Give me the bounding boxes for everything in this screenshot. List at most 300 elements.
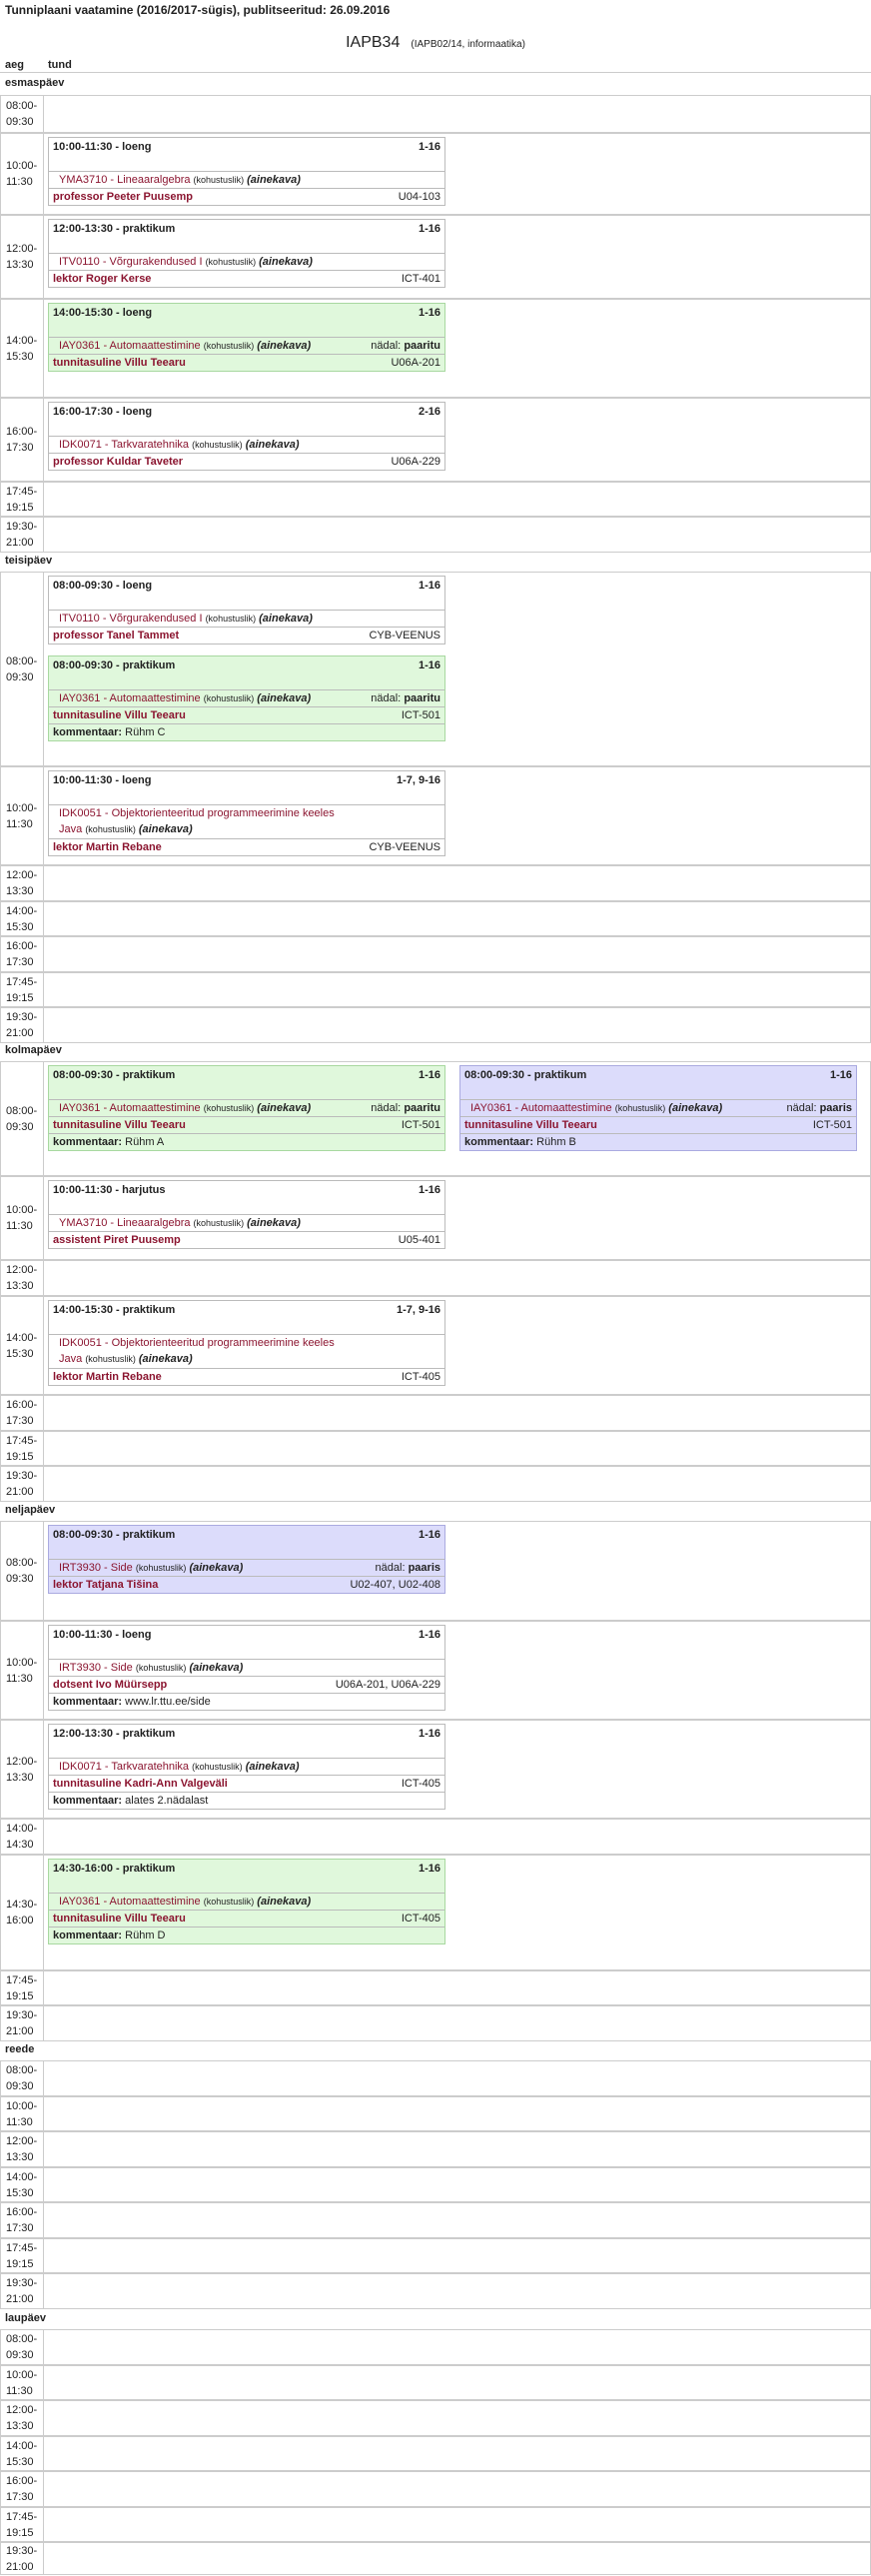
course-line xyxy=(49,436,444,453)
group-code: IAPB34 xyxy=(346,34,401,51)
lesson-header xyxy=(49,577,444,600)
day-label: esmaspäev xyxy=(5,77,65,89)
course-link[interactable] xyxy=(53,174,301,186)
room: ICT-405 xyxy=(401,1371,440,1383)
room: ICT-401 xyxy=(401,273,440,285)
time-slot-label: 14:00- 15:30 xyxy=(6,904,38,933)
course-kohustuslik: (kohustuslik) xyxy=(192,440,243,450)
lesson-card xyxy=(48,1180,445,1249)
time-row xyxy=(0,2238,871,2273)
time-row xyxy=(0,1466,871,1502)
time-slot-label: 10:00- 11:30 xyxy=(6,801,38,830)
day-label: neljapäev xyxy=(5,1504,56,1516)
lesson-time-type: 10:00-11:30 - loeng xyxy=(53,774,152,786)
week-type xyxy=(376,1561,440,1576)
lesson-header xyxy=(49,220,444,243)
course-name[interactable]: IAY0361 - Automaattestimine xyxy=(59,340,201,352)
lesson-spacer xyxy=(49,679,444,689)
time-slot xyxy=(1,2203,44,2237)
time-row xyxy=(0,1260,871,1296)
comment-value: Rühm C xyxy=(125,726,166,738)
time-slot xyxy=(1,1820,44,1854)
time-slot-label: 10:00- 11:30 xyxy=(6,2368,38,2397)
teacher-link[interactable]: tunnitasuline Villu Teearu xyxy=(53,1119,186,1131)
course-name-cont[interactable]: Java xyxy=(59,1353,83,1365)
course-line xyxy=(49,1214,444,1231)
comment-value: Rühm A xyxy=(125,1136,165,1148)
course-kohustuslik: (kohustuslik) xyxy=(203,1103,255,1113)
time-slot xyxy=(1,2006,44,2040)
course-link[interactable] xyxy=(53,1102,311,1114)
time-slot xyxy=(1,1721,44,1818)
teacher-line xyxy=(49,453,444,470)
time-slot-label: 17:45- 19:15 xyxy=(6,2510,38,2539)
time-slot xyxy=(1,1467,44,1501)
teacher-link[interactable]: professor Tanel Tammet xyxy=(53,630,180,642)
time-slot xyxy=(1,1062,44,1175)
room: U02-407, U02-408 xyxy=(350,1579,440,1591)
time-row xyxy=(0,2060,871,2096)
header-divider xyxy=(0,72,871,73)
time-slot-label: 16:00- 17:30 xyxy=(6,940,38,968)
time-slot xyxy=(1,2132,44,2166)
time-slot xyxy=(1,2274,44,2308)
teacher-line xyxy=(49,270,444,287)
day-label: reede xyxy=(5,2043,35,2055)
time-slot-label: 17:45- 19:15 xyxy=(6,975,38,1004)
course-line xyxy=(49,1758,444,1775)
teacher-link[interactable]: professor Kuldar Taveter xyxy=(53,456,184,468)
lesson-spacer xyxy=(49,426,444,436)
time-slot xyxy=(1,483,44,516)
week-type xyxy=(371,339,440,354)
course-kohustuslik: (kohustuslik) xyxy=(614,1103,666,1113)
time-slot xyxy=(1,1522,44,1620)
teacher-link[interactable]: assistent Piret Puusemp xyxy=(53,1234,181,1246)
course-name[interactable]: YMA3710 - Lineaaralgebra xyxy=(59,174,191,186)
ainekava-link[interactable]: (ainekava) xyxy=(138,1353,193,1365)
course-name[interactable]: ITV0110 - Võrgurakendused I xyxy=(59,256,203,268)
time-slot-label: 12:00- 13:30 xyxy=(6,1264,38,1292)
lesson-weeks: 1-16 xyxy=(418,1629,440,1641)
lesson-card xyxy=(48,1625,445,1711)
room: ICT-501 xyxy=(401,709,440,721)
ainekava-link[interactable]: (ainekava) xyxy=(138,823,193,835)
lesson-time-type: 12:00-13:30 - praktikum xyxy=(53,223,176,235)
lesson-card xyxy=(48,402,445,471)
time-row xyxy=(0,2167,871,2202)
lesson-header xyxy=(49,403,444,426)
course-line xyxy=(460,1099,856,1116)
teacher-link[interactable]: lektor Martin Rebane xyxy=(53,1371,162,1383)
time-slot-label: 14:00- 15:30 xyxy=(6,334,38,363)
lesson-card xyxy=(48,219,445,288)
lesson-card xyxy=(48,655,445,741)
ainekava-link[interactable]: (ainekava) xyxy=(247,1217,301,1229)
lesson-spacer xyxy=(49,1204,444,1214)
time-slot-label: 08:00- 09:30 xyxy=(6,1557,38,1585)
lesson-time-type: 12:00-13:30 - praktikum xyxy=(53,1728,176,1740)
course-line-2 xyxy=(49,821,444,838)
week-type xyxy=(371,1101,440,1116)
time-slot xyxy=(1,2437,44,2470)
lesson-weeks: 1-16 xyxy=(418,1184,440,1196)
time-slot-label: 10:00- 11:30 xyxy=(6,2099,38,2128)
ainekava-link[interactable]: (ainekava) xyxy=(257,340,312,352)
course-name[interactable]: IAY0361 - Automaattestimine xyxy=(59,1102,201,1114)
week-type-label: nädal: xyxy=(375,1562,406,1574)
week-type-value: paaris xyxy=(408,1562,440,1574)
lesson-time-type: 08:00-09:30 - praktikum xyxy=(53,659,176,671)
lesson-weeks: 1-16 xyxy=(418,307,440,319)
time-slot-label: 14:00- 14:30 xyxy=(6,1823,38,1851)
course-kohustuslik: (kohustuslik) xyxy=(203,341,255,351)
column-header-lesson: tund xyxy=(48,59,72,71)
teacher-line xyxy=(49,188,444,205)
group-title xyxy=(0,34,871,52)
course-line xyxy=(49,171,444,188)
lesson-header xyxy=(49,1725,444,1748)
ainekava-link[interactable]: (ainekava) xyxy=(257,1896,312,1908)
ainekava-link[interactable]: (ainekava) xyxy=(189,1662,244,1674)
time-slot xyxy=(1,399,44,481)
room: ICT-405 xyxy=(401,1778,440,1790)
week-type-value: paaritu xyxy=(404,692,440,704)
time-row xyxy=(0,2436,871,2471)
course-link[interactable] xyxy=(53,439,300,451)
course-name[interactable]: YMA3710 - Lineaaralgebra xyxy=(59,1217,191,1229)
course-line xyxy=(49,1559,444,1576)
course-kohustuslik: (kohustuslik) xyxy=(85,824,136,834)
teacher-line xyxy=(460,1116,856,1133)
room: U05-401 xyxy=(398,1234,440,1246)
room: U06A-201 xyxy=(391,357,440,369)
lesson-spacer xyxy=(49,1883,444,1893)
course-kohustuslik: (kohustuslik) xyxy=(135,1663,187,1673)
group-info: (IAPB02/14, informaatika) xyxy=(411,39,525,50)
course-name[interactable]: IAY0361 - Automaattestimine xyxy=(470,1102,612,1114)
lesson-card xyxy=(48,1724,445,1810)
ainekava-link[interactable]: (ainekava) xyxy=(245,1761,300,1773)
lesson-header xyxy=(49,304,444,327)
lesson-spacer xyxy=(49,1549,444,1559)
room: ICT-405 xyxy=(401,1913,440,1925)
time-slot xyxy=(1,1432,44,1465)
lesson-time-type: 16:00-17:30 - loeng xyxy=(53,406,153,418)
time-slot xyxy=(1,767,44,864)
week-type xyxy=(787,1101,852,1116)
course-kohustuslik: (kohustuslik) xyxy=(205,614,257,624)
lesson-time-type: 10:00-11:30 - loeng xyxy=(53,1629,152,1641)
comment-label: kommentaar: xyxy=(53,1696,123,1708)
teacher-line xyxy=(49,838,444,855)
course-link[interactable] xyxy=(53,1761,300,1773)
lesson-header xyxy=(49,138,444,161)
teacher-link[interactable]: lektor Roger Kerse xyxy=(53,273,152,285)
time-slot xyxy=(1,1297,44,1394)
course-name[interactable]: IDK0051 - Objektorienteeritud programmeerimine keeles xyxy=(59,1337,335,1349)
ainekava-link[interactable]: (ainekava) xyxy=(245,439,300,451)
lesson-weeks: 1-16 xyxy=(418,1728,440,1740)
comment-value: www.lr.ttu.ee/side xyxy=(125,1696,211,1708)
teacher-link[interactable]: dotsent Ivo Müürsepp xyxy=(53,1679,168,1691)
course-kohustuslik: (kohustuslik) xyxy=(193,175,245,185)
lesson-weeks: 1-16 xyxy=(829,1069,852,1081)
lesson-header xyxy=(49,1526,444,1549)
lesson-time-type: 14:30-16:00 - praktikum xyxy=(53,1863,176,1875)
time-slot-label: 19:30- 21:00 xyxy=(6,2009,38,2037)
teacher-line xyxy=(49,1231,444,1248)
lesson-time-type: 10:00-11:30 - harjutus xyxy=(53,1184,166,1196)
course-name[interactable]: IAY0361 - Automaattestimine xyxy=(59,1896,201,1908)
time-slot-label: 17:45- 19:15 xyxy=(6,485,38,514)
time-row xyxy=(0,901,871,936)
time-slot xyxy=(1,2330,44,2364)
time-slot-label: 14:00- 15:30 xyxy=(6,2170,38,2199)
time-slot xyxy=(1,1008,44,1042)
teacher-link[interactable]: lektor Tatjana Tišina xyxy=(53,1579,159,1591)
time-row xyxy=(0,972,871,1007)
time-slot-label: 12:00- 13:30 xyxy=(6,2404,38,2432)
lesson-weeks: 1-16 xyxy=(418,1863,440,1875)
ainekava-link[interactable]: (ainekava) xyxy=(668,1102,723,1114)
day-label: laupäev xyxy=(5,2312,46,2324)
course-line xyxy=(49,804,444,821)
course-name[interactable]: IDK0051 - Objektorienteeritud programmeerimine keeles xyxy=(59,807,335,819)
time-row xyxy=(0,2329,871,2365)
time-slot-label: 14:00- 15:30 xyxy=(6,1331,38,1360)
time-row xyxy=(0,936,871,972)
course-line-2 xyxy=(49,1351,444,1368)
lesson-spacer xyxy=(49,327,444,337)
lesson-spacer xyxy=(49,600,444,610)
lesson-card xyxy=(48,303,445,372)
time-slot-label: 08:00- 09:30 xyxy=(6,1104,38,1133)
course-link[interactable] xyxy=(53,1662,243,1674)
time-slot-label: 16:00- 17:30 xyxy=(6,2206,38,2234)
time-row xyxy=(0,1007,871,1043)
time-slot-label: 16:00- 17:30 xyxy=(6,426,38,454)
course-kohustuslik: (kohustuslik) xyxy=(85,1354,136,1364)
course-name-cont[interactable]: Java xyxy=(59,823,83,835)
lesson-weeks: 1-16 xyxy=(418,1069,440,1081)
course-line xyxy=(49,1099,444,1116)
course-link[interactable] xyxy=(53,1896,311,1908)
time-slot xyxy=(1,300,44,397)
time-slot xyxy=(1,2508,44,2541)
course-link[interactable] xyxy=(53,823,193,835)
ainekava-link[interactable]: (ainekava) xyxy=(257,1102,312,1114)
course-link[interactable] xyxy=(53,807,335,819)
comment-label: kommentaar: xyxy=(53,1795,123,1807)
time-slot xyxy=(1,2097,44,2130)
time-slot xyxy=(1,2401,44,2435)
teacher-link[interactable]: professor Peeter Puusemp xyxy=(53,191,193,203)
week-type-label: nädal: xyxy=(371,340,402,352)
comment-line xyxy=(49,1927,444,1943)
course-name[interactable]: ITV0110 - Võrgurakendused I xyxy=(59,613,203,625)
time-slot-label: 10:00- 11:30 xyxy=(6,160,38,188)
lesson-header xyxy=(49,1066,444,1089)
lesson-time-type: 14:00-15:30 - praktikum xyxy=(53,1304,176,1316)
course-link[interactable] xyxy=(53,692,311,704)
teacher-link[interactable]: tunnitasuline Villu Teearu xyxy=(53,1913,186,1925)
course-line xyxy=(49,610,444,627)
room: ICT-501 xyxy=(401,1119,440,1131)
lesson-card xyxy=(48,576,445,644)
course-line xyxy=(49,253,444,270)
course-link[interactable] xyxy=(464,1102,722,1114)
course-name[interactable]: IRT3930 - Side xyxy=(59,1662,133,1674)
course-line xyxy=(49,1893,444,1910)
ainekava-link[interactable]: (ainekava) xyxy=(259,613,313,625)
teacher-line xyxy=(49,1368,444,1385)
time-slot xyxy=(1,1396,44,1430)
week-type-label: nädal: xyxy=(371,692,402,704)
lesson-time-type: 10:00-11:30 - loeng xyxy=(53,141,152,153)
time-row xyxy=(0,2365,871,2400)
comment-value: Rühm D xyxy=(125,1930,166,1941)
teacher-line xyxy=(49,1676,444,1693)
time-row xyxy=(0,865,871,901)
lesson-spacer xyxy=(49,1748,444,1758)
lesson-weeks: 2-16 xyxy=(418,406,440,418)
teacher-link[interactable]: lektor Martin Rebane xyxy=(53,841,162,853)
lesson-time-type: 08:00-09:30 - praktikum xyxy=(464,1069,587,1081)
time-slot xyxy=(1,96,44,132)
week-type xyxy=(371,691,440,706)
teacher-link[interactable]: tunnitasuline Villu Teearu xyxy=(464,1119,597,1131)
time-slot-label: 17:45- 19:15 xyxy=(6,1973,38,2002)
teacher-link[interactable]: tunnitasuline Villu Teearu xyxy=(53,709,186,721)
teacher-line xyxy=(49,627,444,644)
room: U06A-201, U06A-229 xyxy=(335,1679,440,1691)
course-link[interactable] xyxy=(53,340,311,352)
time-slot-label: 14:30- 16:00 xyxy=(6,1899,38,1927)
lesson-card xyxy=(459,1065,857,1151)
ainekava-link[interactable]: (ainekava) xyxy=(189,1562,244,1574)
room: ICT-501 xyxy=(812,1119,852,1131)
time-slot-label: 12:00- 13:30 xyxy=(6,869,38,897)
course-link[interactable] xyxy=(53,1337,335,1349)
comment-line xyxy=(460,1133,856,1150)
lesson-spacer xyxy=(49,161,444,171)
lesson-card xyxy=(48,770,445,856)
time-row xyxy=(0,2471,871,2507)
course-link[interactable] xyxy=(53,613,313,625)
room: U06A-229 xyxy=(391,456,440,468)
time-row xyxy=(0,482,871,517)
teacher-line xyxy=(49,1116,444,1133)
time-slot-label: 08:00- 09:30 xyxy=(6,654,38,683)
time-slot xyxy=(1,902,44,935)
column-header-time: aeg xyxy=(5,59,24,71)
time-slot xyxy=(1,518,44,552)
time-slot-label: 19:30- 21:00 xyxy=(6,1011,38,1039)
room: CYB-VEENUS xyxy=(369,630,440,642)
time-slot xyxy=(1,2543,44,2574)
time-row xyxy=(0,2542,871,2575)
lesson-weeks: 1-16 xyxy=(418,141,440,153)
time-row xyxy=(0,2400,871,2436)
time-slot-label: 16:00- 17:30 xyxy=(6,2475,38,2503)
time-slot-label: 14:00- 15:30 xyxy=(6,2439,38,2468)
time-slot-label: 12:00- 13:30 xyxy=(6,1755,38,1784)
lesson-time-type: 08:00-09:30 - praktikum xyxy=(53,1069,176,1081)
lesson-time-type: 14:00-15:30 - loeng xyxy=(53,307,153,319)
comment-line xyxy=(49,1133,444,1150)
comment-line xyxy=(49,1792,444,1809)
lesson-header xyxy=(49,1626,444,1649)
comment-value: Rühm B xyxy=(536,1136,576,1148)
time-slot xyxy=(1,2472,44,2506)
time-slot-label: 10:00- 11:30 xyxy=(6,1656,38,1685)
time-row xyxy=(0,1395,871,1431)
course-name[interactable]: IAY0361 - Automaattestimine xyxy=(59,692,201,704)
lesson-card xyxy=(48,1525,445,1594)
ainekava-link[interactable]: (ainekava) xyxy=(257,692,312,704)
course-name[interactable]: IDK0071 - Tarkvaratehnika xyxy=(59,439,190,451)
teacher-line xyxy=(49,354,444,371)
time-slot xyxy=(1,1177,44,1259)
teacher-link[interactable]: tunnitasuline Villu Teearu xyxy=(53,357,186,369)
time-slot xyxy=(1,1622,44,1719)
course-link[interactable] xyxy=(53,1217,301,1229)
lesson-card xyxy=(48,1859,445,1944)
course-name[interactable]: IRT3930 - Side xyxy=(59,1562,133,1574)
ainekava-link[interactable]: (ainekava) xyxy=(247,174,301,186)
course-kohustuslik: (kohustuslik) xyxy=(193,1218,245,1228)
teacher-link[interactable]: tunnitasuline Kadri-Ann Valgeväli xyxy=(53,1778,228,1790)
course-name[interactable]: IDK0071 - Tarkvaratehnika xyxy=(59,1761,190,1773)
ainekava-link[interactable]: (ainekava) xyxy=(259,256,313,268)
teacher-line xyxy=(49,706,444,723)
lesson-spacer xyxy=(49,243,444,253)
course-link[interactable] xyxy=(53,256,313,268)
room: CYB-VEENUS xyxy=(369,841,440,853)
time-slot-label: 19:30- 21:00 xyxy=(6,521,38,549)
course-kohustuslik: (kohustuslik) xyxy=(203,693,255,703)
time-row xyxy=(0,2202,871,2238)
time-row xyxy=(0,2096,871,2131)
lesson-header xyxy=(460,1066,856,1089)
lesson-weeks: 1-7, 9-16 xyxy=(396,1304,440,1316)
time-slot-label: 12:00- 13:30 xyxy=(6,2135,38,2163)
time-slot xyxy=(1,216,44,298)
time-row xyxy=(0,2131,871,2167)
time-slot xyxy=(1,937,44,971)
week-type-value: paaritu xyxy=(404,340,440,352)
time-slot xyxy=(1,2239,44,2272)
course-line xyxy=(49,689,444,706)
comment-label: kommentaar: xyxy=(464,1136,534,1148)
lesson-weeks: 1-16 xyxy=(418,1529,440,1541)
teacher-line xyxy=(49,1910,444,1927)
lesson-weeks: 1-16 xyxy=(418,580,440,592)
time-row xyxy=(0,1970,871,2005)
day-label: kolmapäev xyxy=(5,1044,62,1056)
time-slot xyxy=(1,973,44,1006)
course-link[interactable] xyxy=(53,1353,193,1365)
lesson-time-type: 08:00-09:30 - loeng xyxy=(53,580,153,592)
time-row xyxy=(0,95,871,133)
time-slot xyxy=(1,1971,44,2004)
comment-label: kommentaar: xyxy=(53,1930,123,1941)
teacher-line xyxy=(49,1576,444,1593)
comment-line xyxy=(49,1693,444,1710)
course-line xyxy=(49,337,444,354)
course-link[interactable] xyxy=(53,1562,243,1574)
